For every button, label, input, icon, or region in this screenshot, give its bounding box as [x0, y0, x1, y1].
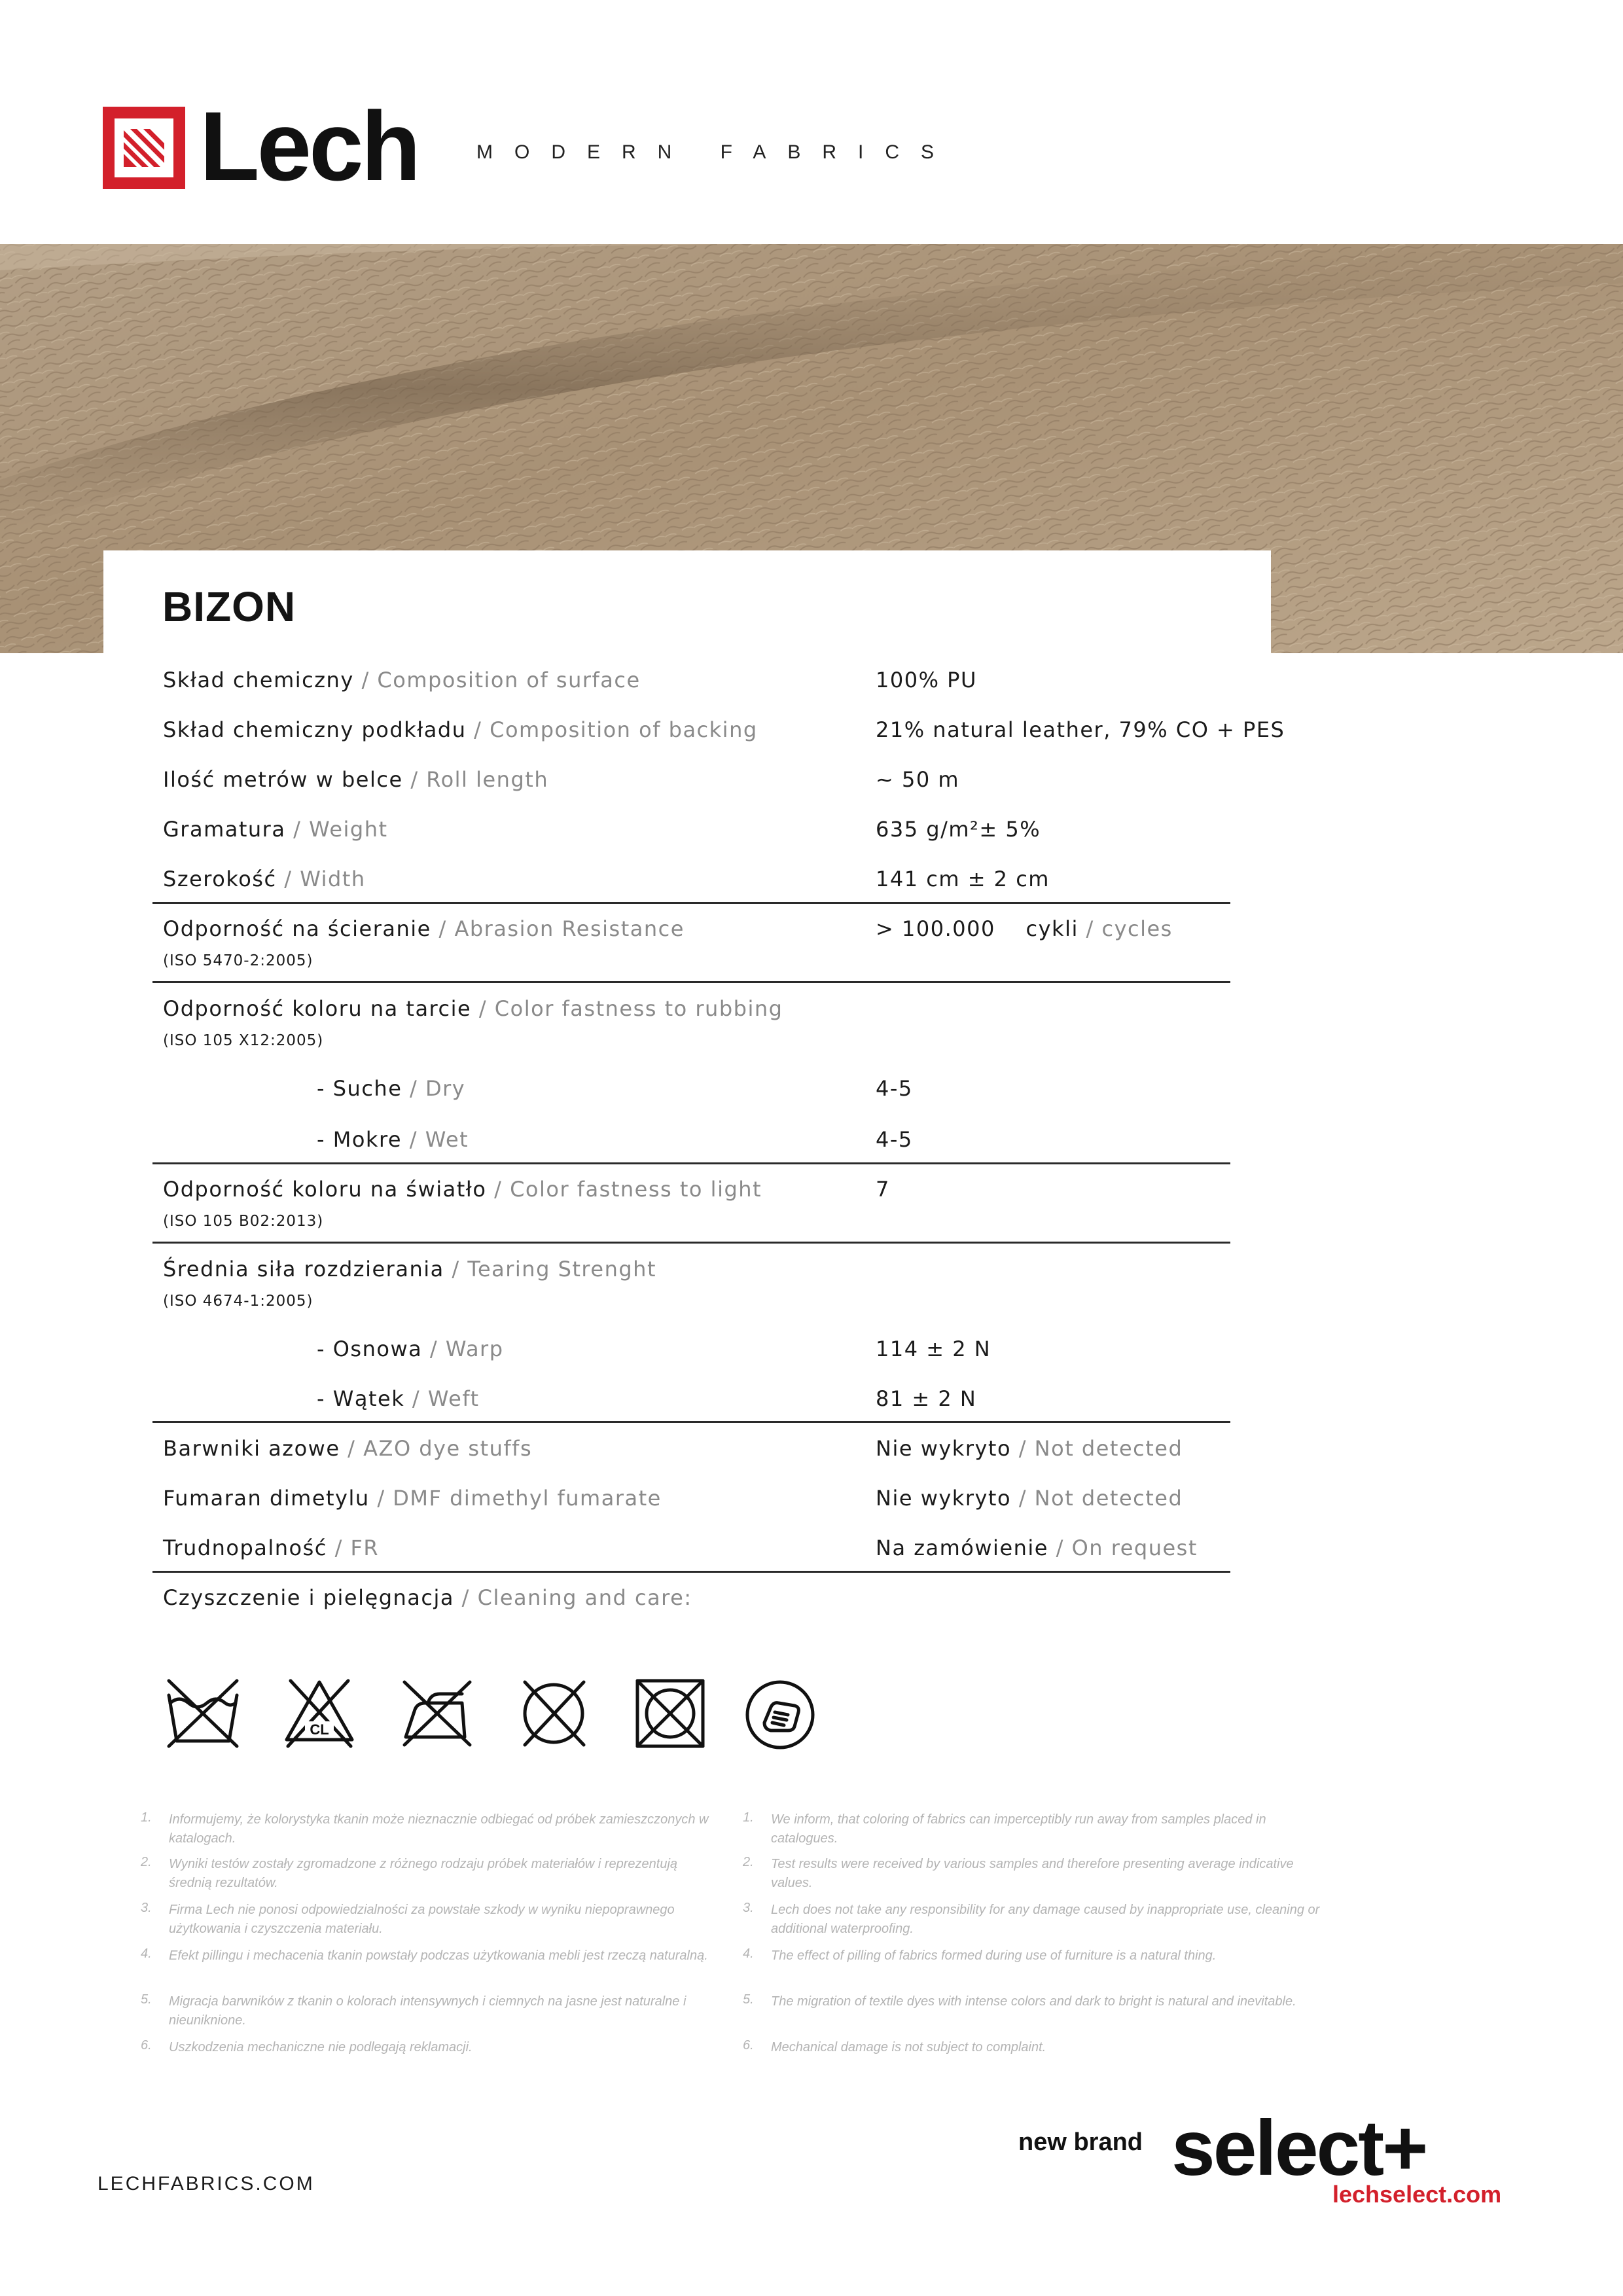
do-not-iron-icon	[399, 1676, 475, 1751]
spec-label-dmf: Fumaran dimetylu / DMF dimethyl fumarate	[163, 1486, 662, 1511]
spec-value-weft: 81 ± 2 N	[876, 1386, 977, 1411]
spec-value-abrasion: > 100.000 cykli / cycles	[876, 916, 1173, 941]
spec-label-roll: Ilość metrów w belce / Roll length	[163, 767, 549, 792]
lech-logo-wordmark: Lech	[200, 91, 419, 201]
spec-label-wet: - Mokre / Wet	[317, 1127, 469, 1152]
spec-label-backing: Skład chemiczny podkładu / Composition of backing	[163, 717, 758, 742]
spec-value-surface: 100% PU	[876, 668, 977, 692]
divider	[152, 1242, 1230, 1244]
divider	[152, 1421, 1230, 1423]
spec-iso-abrasion: (ISO 5470-2:2005)	[163, 952, 313, 969]
new-brand-label: new brand	[1018, 2128, 1143, 2156]
divider	[152, 1571, 1230, 1573]
do-not-bleach-icon	[281, 1676, 357, 1751]
spec-value-dmf: Nie wykryto / Not detected	[876, 1486, 1183, 1511]
website-link[interactable]: LECHFABRICS.COM	[98, 2173, 315, 2195]
select-website-link[interactable]: lechselect.com	[1332, 2181, 1502, 2208]
divider	[152, 981, 1230, 983]
spec-label-rubbing: Odporność koloru na tarcie / Color fastness to rubbing	[163, 996, 783, 1021]
spec-label-tearing: Średnia siła rozdzierania / Tearing Strenght	[163, 1257, 656, 1282]
spec-iso-light: (ISO 105 B02:2013)	[163, 1213, 324, 1230]
spec-iso-tearing: (ISO 4674-1:2005)	[163, 1293, 313, 1310]
spec-label-azo: Barwniki azowe / AZO dye stuffs	[163, 1436, 533, 1461]
divider	[152, 1162, 1230, 1164]
spec-value-weight: 635 g/m²± 5%	[876, 817, 1041, 842]
brand-tagline: MODERN FABRICS	[476, 141, 956, 163]
spec-label-surface: Skład chemiczny / Composition of surface	[163, 668, 641, 692]
product-title: BIZON	[162, 583, 296, 630]
spec-label-weft: - Wątek / Weft	[317, 1386, 480, 1411]
spec-value-warp: 114 ± 2 N	[876, 1336, 991, 1361]
spec-label-dry: - Suche / Dry	[317, 1076, 466, 1101]
spec-label-fr: Trudnopalność / FR	[163, 1535, 380, 1560]
select-logo: select+	[1171, 2104, 1427, 2192]
spec-iso-rubbing: (ISO 105 X12:2005)	[163, 1032, 324, 1049]
wipe-clean-icon	[742, 1677, 818, 1753]
spec-label-weight: Gramatura / Weight	[163, 817, 388, 842]
do-not-dry-clean-icon	[632, 1676, 708, 1751]
lech-logo-mark	[103, 107, 185, 189]
spec-label-warp: - Osnowa / Warp	[317, 1336, 504, 1361]
spec-value-backing: 21% natural leather, 79% CO + PES	[876, 717, 1285, 742]
spec-label-abrasion: Odporność na ścieranie / Abrasion Resistance	[163, 916, 685, 941]
spec-label-cleaning: Czyszczenie i pielęgnacja / Cleaning and care:	[163, 1585, 692, 1610]
do-not-tumble-dry-icon	[516, 1676, 592, 1751]
spec-value-wet: 4-5	[876, 1127, 913, 1152]
spec-value-azo: Nie wykryto / Not detected	[876, 1436, 1183, 1461]
spec-value-fr: Na zamówienie / On request	[876, 1535, 1198, 1560]
spec-label-width: Szerokość / Width	[163, 867, 366, 891]
fabric-stripes-icon	[115, 118, 173, 177]
spec-label-light: Odporność koloru na światło / Color fastness to light	[163, 1177, 762, 1202]
do-not-wash-icon	[165, 1676, 241, 1751]
divider	[152, 902, 1230, 904]
spec-value-width: 141 cm ± 2 cm	[876, 867, 1050, 891]
spec-value-light: 7	[876, 1177, 890, 1202]
spec-value-roll: ~ 50 m	[876, 767, 960, 792]
spec-value-dry: 4-5	[876, 1076, 913, 1101]
bleach-label: CL	[310, 1721, 329, 1738]
